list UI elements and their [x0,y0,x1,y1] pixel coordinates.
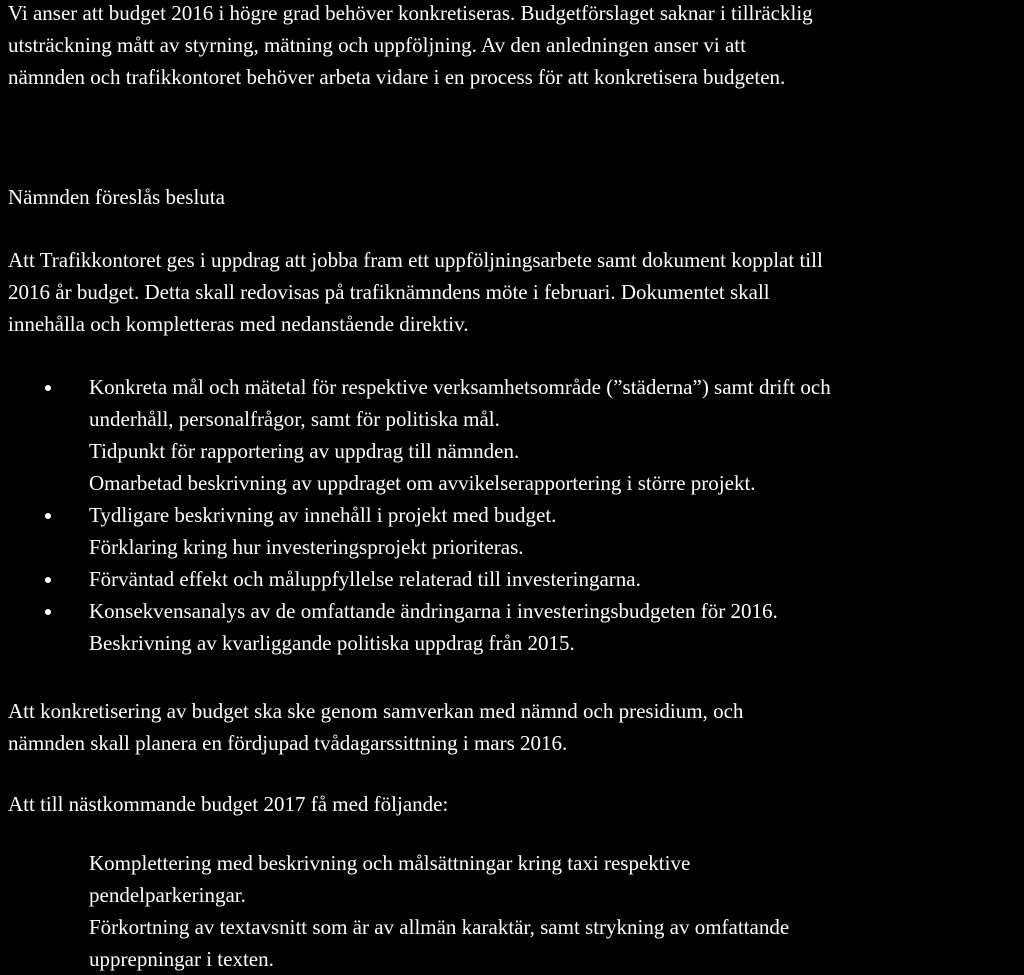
bullet-icon [44,371,52,403]
directive-2-line-1: Tidpunkt för rapportering av uppdrag till nämnden. [89,439,520,463]
directive-6-line-1: Förväntad effekt och måluppfyllelse relaterad till investeringarna. [89,567,641,591]
directive-8-line-1: Beskrivning av kvarliggande politiska uppdrag från 2015. [89,631,575,655]
budget-2017-item-2-line-2: upprepningar i texten. [89,947,274,971]
directives-list [0,371,1024,659]
decision-1-line-3: innehålla och kompletteras med nedanstående direktiv. [8,312,469,336]
list-item [0,847,1024,911]
list-item [0,563,1024,595]
budget-2017-item-1-line-1: Komplettering med beskrivning och målsättningar kring taxi respektive [89,851,691,875]
bullet-icon [44,563,52,595]
proposal-heading: Nämnden föreslås besluta [8,185,225,209]
directive-5-line-1: Förklaring kring hur investeringsprojekt prioriteras. [89,535,524,559]
list-item [0,499,1024,531]
list-item [0,435,1024,467]
decision-2-line-1: Att konkretisering av budget ska ske genom samverkan med nämnd och presidium, och [8,699,744,723]
bullet-icon [44,595,52,627]
decision-3-line-1: Att till nästkommande budget 2017 få med följande: [8,792,449,816]
directive-7-line-1: Konsekvensanalys av de omfattande ändringarna i investeringsbudgeten för 2016. [89,599,778,623]
directive-1-line-1: Konkreta mål och mätetal för respektive verksamhetsområde (”städerna”) samt drift och [89,375,831,399]
list-item [0,627,1024,659]
decision-1-paragraph [8,244,1018,340]
list-item [0,595,1024,627]
directive-4-line-1: Tydligare beskrivning av innehåll i projekt med budget. [89,503,557,527]
decision-2-paragraph [8,695,1018,759]
directive-3-line-1: Omarbetad beskrivning av uppdraget om avvikelserapportering i större projekt. [89,471,756,495]
budget-2017-list [0,847,1024,975]
list-item [0,531,1024,563]
intro-line-2: utsträckning mått av styrning, mätning och uppföljning. Av den anledningen anser vi att [8,33,746,57]
bullet-icon [44,499,52,531]
intro-paragraph [8,0,1018,93]
decision-1-line-1: Att Trafikkontoret ges i uppdrag att jobba fram ett uppföljningsarbete samt dokument kopplat till [8,248,823,272]
decision-3-paragraph [8,788,1018,820]
budget-2017-item-1-line-2: pendelparkeringar. [89,883,246,907]
decision-1-line-2: 2016 år budget. Detta skall redovisas på trafiknämndens möte i februari. Dokumentet skall [8,280,770,304]
list-item [0,371,1024,435]
list-item [0,911,1024,975]
intro-line-3: nämnden och trafikkontoret behöver arbeta vidare i en process för att konkretisera budgeten. [8,65,786,89]
directive-1-line-2: underhåll, personalfrågor, samt för politiska mål. [89,407,500,431]
intro-line-1: Vi anser att budget 2016 i högre grad behöver konkretiseras. Budgetförslaget saknar i tillräcklig [8,1,813,25]
budget-2017-item-2-line-1: Förkortning av textavsnitt som är av allmän karaktär, samt strykning av omfattande [89,915,790,939]
list-item [0,467,1024,499]
decision-2-line-2: nämnden skall planera en fördjupad tvådagarssittning i mars 2016. [8,731,568,755]
